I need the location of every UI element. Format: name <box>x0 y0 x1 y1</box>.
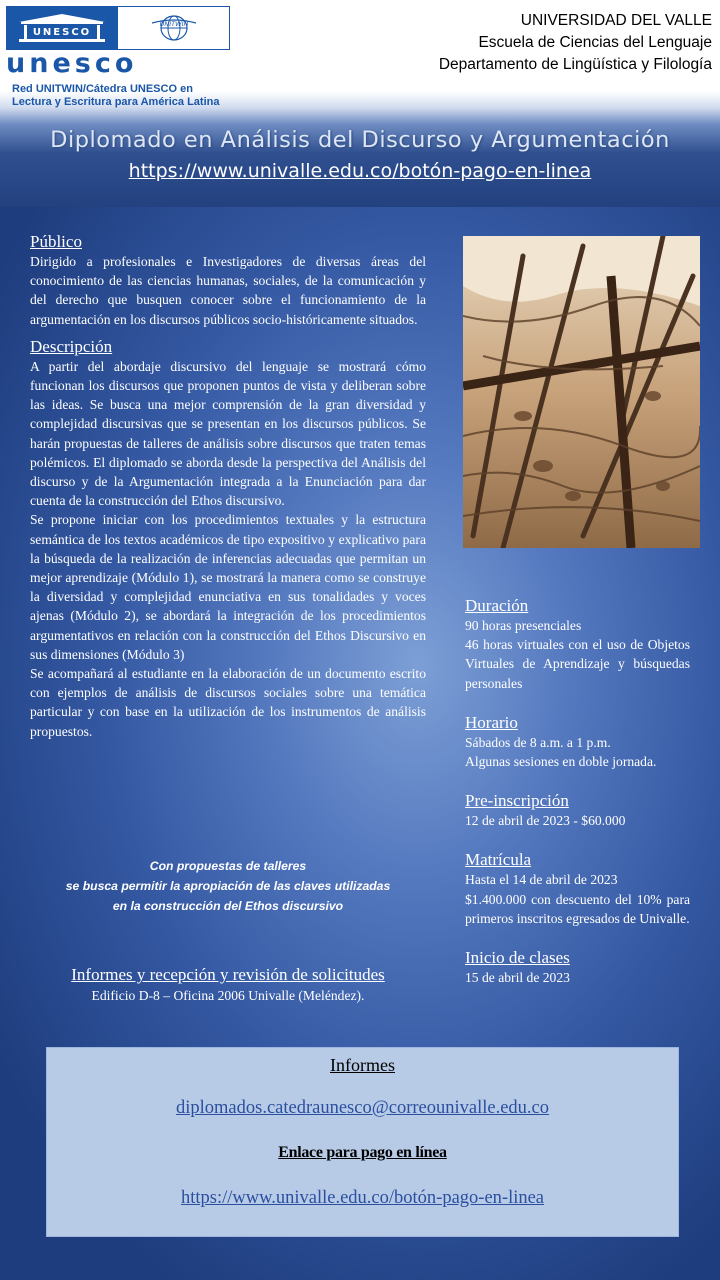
unesco-wordmark: unesco <box>6 48 138 79</box>
note-line-3: en la construcción del Ethos discursivo <box>112 899 344 913</box>
left-column <box>30 232 426 741</box>
informes-box <box>46 1047 679 1237</box>
descripcion-paragraph-1: A partir del abordaje discursivo del lenguaje se mostrará cómo funcionan los discursos que proponen puntos de vista y deliberan sobre las ideas. Se busca una mejor comprensión de la gran diversidad y complejidad discursivas que se presentan en los discursos públicos. Se harán propuestas de talleres de análisis sobre discursos que traten temas polémicos. El diplomado se aborda desde la perspectiva del Análisis del discurso y de la Argumentación integrada a la Enunciación para dar cuenta de la construcción del Ethos discursivo. <box>30 358 426 509</box>
unesco-temple-logo <box>7 7 117 49</box>
inicio-heading: Inicio de clases <box>465 948 570 968</box>
university-name: UNIVERSIDAD DEL VALLE <box>520 12 712 29</box>
informes-address: Edificio D-8 – Oficina 2006 Univalle (Meléndez). <box>91 988 365 1003</box>
informes-heading: Informes y recepción y revisión de solicitudes <box>71 965 385 984</box>
inicio-line-1: 15 de abril de 2023 <box>465 970 570 986</box>
horario-heading: Horario <box>465 712 518 732</box>
publico-text: Dirigido a profesionales e Investigadores de diversas áreas del conocimiento de las ciencias humanas, sociales, de la comunicación y del derecho que busquen conocer sobre el funcionamiento de la argumentación en los discursos públicos socio-históricamente situados. <box>30 254 426 327</box>
temple-icon <box>15 13 109 43</box>
duracion-line-2: 46 horas virtuales con el uso de Objetos Virtuales de Aprendizaje y búsquedas personales <box>465 637 690 691</box>
descripcion-paragraph-3: Se acompañará al estudiante en la elaboración de un documento escrito con ejemplos de análisis de discursos sociales sobre una temática particular y con base en la utilización de los instrumentos de análisis propuestos. <box>30 666 426 739</box>
duracion-line-1: 90 horas presenciales <box>465 618 582 633</box>
school-name: Escuela de Ciencias del Lenguaje <box>478 34 712 51</box>
note-line-1: Con propuestas de talleres <box>149 859 307 873</box>
network-line-1: Red UNITWIN/Cátedra UNESCO en <box>12 83 193 95</box>
unitwin-logo <box>117 7 229 49</box>
duracion-heading: Duración <box>465 596 529 615</box>
descripcion-heading: Descripción <box>30 336 113 356</box>
note-line-2: se busca permitir la apropiación de las claves utilizadas <box>65 879 391 893</box>
payment-url-link[interactable]: https://www.univalle.edu.co/botón-pago-en-linea <box>128 160 592 182</box>
descripcion-paragraph-2: Se propone iniciar con los procedimientos textuales y la estructura semántica de los textos académicos de tipo expositivo y explicativo para la búsqueda de la realización de inferencias adecuadas que permitan un mejor aprendizaje (Módulo 1), se mostrará la manera como se construye la diversidad y complejidad enunciativa en sus tonalidades y voces ajenas (Módulo 2), se abordará la integración de los procedimientos argumentativos en relación con la construcción del Ethos Discursivo en sus dimensiones (Módulo 3) <box>30 512 426 662</box>
preinscripcion-heading: Pre-inscripción <box>465 791 569 811</box>
unesco-logo <box>6 6 230 50</box>
matricula-heading: Matrícula <box>465 850 532 870</box>
payment-url-link-bottom[interactable]: https://www.univalle.edu.co/botón-pago-en-linea <box>180 1188 545 1208</box>
contact-email-link[interactable]: diplomados.catedraunesco@correounivalle.edu.co <box>175 1098 550 1118</box>
matricula-line-1: Hasta el 14 de abril de 2023 <box>465 872 618 888</box>
department-name: Departamento de Lingüística y Filología <box>438 56 712 73</box>
payment-link-label: Enlace para pago en línea <box>278 1144 447 1161</box>
university-block <box>439 10 712 76</box>
right-column <box>465 596 690 987</box>
matricula-line-2: $1.400.000 con descuento del 10% para primeros inscritos egresados de Univalle. <box>465 891 690 926</box>
publico-heading: Público <box>30 232 82 251</box>
preinscripcion-line-1: 12 de abril de 2023 - $60.000 <box>465 813 626 829</box>
horario-line-1: Sábados de 8 a.m. a 1 p.m. <box>465 734 611 750</box>
horario-line-2: Algunas sesiones en doble jornada. <box>465 754 657 770</box>
box-title: Informes <box>330 1055 395 1075</box>
network-line-2: Lectura y Escritura para América Latina <box>12 96 220 108</box>
unesco-label: UNESCO <box>32 27 92 38</box>
unitwin-globe-icon <box>146 13 202 43</box>
header <box>0 0 720 207</box>
workshop-note <box>28 856 428 916</box>
page-title: Diplomado en Análisis del Discurso y Argumentación <box>50 127 670 153</box>
unitwin-label: UNITWIN <box>159 20 189 28</box>
forest-artwork-image <box>463 236 700 548</box>
